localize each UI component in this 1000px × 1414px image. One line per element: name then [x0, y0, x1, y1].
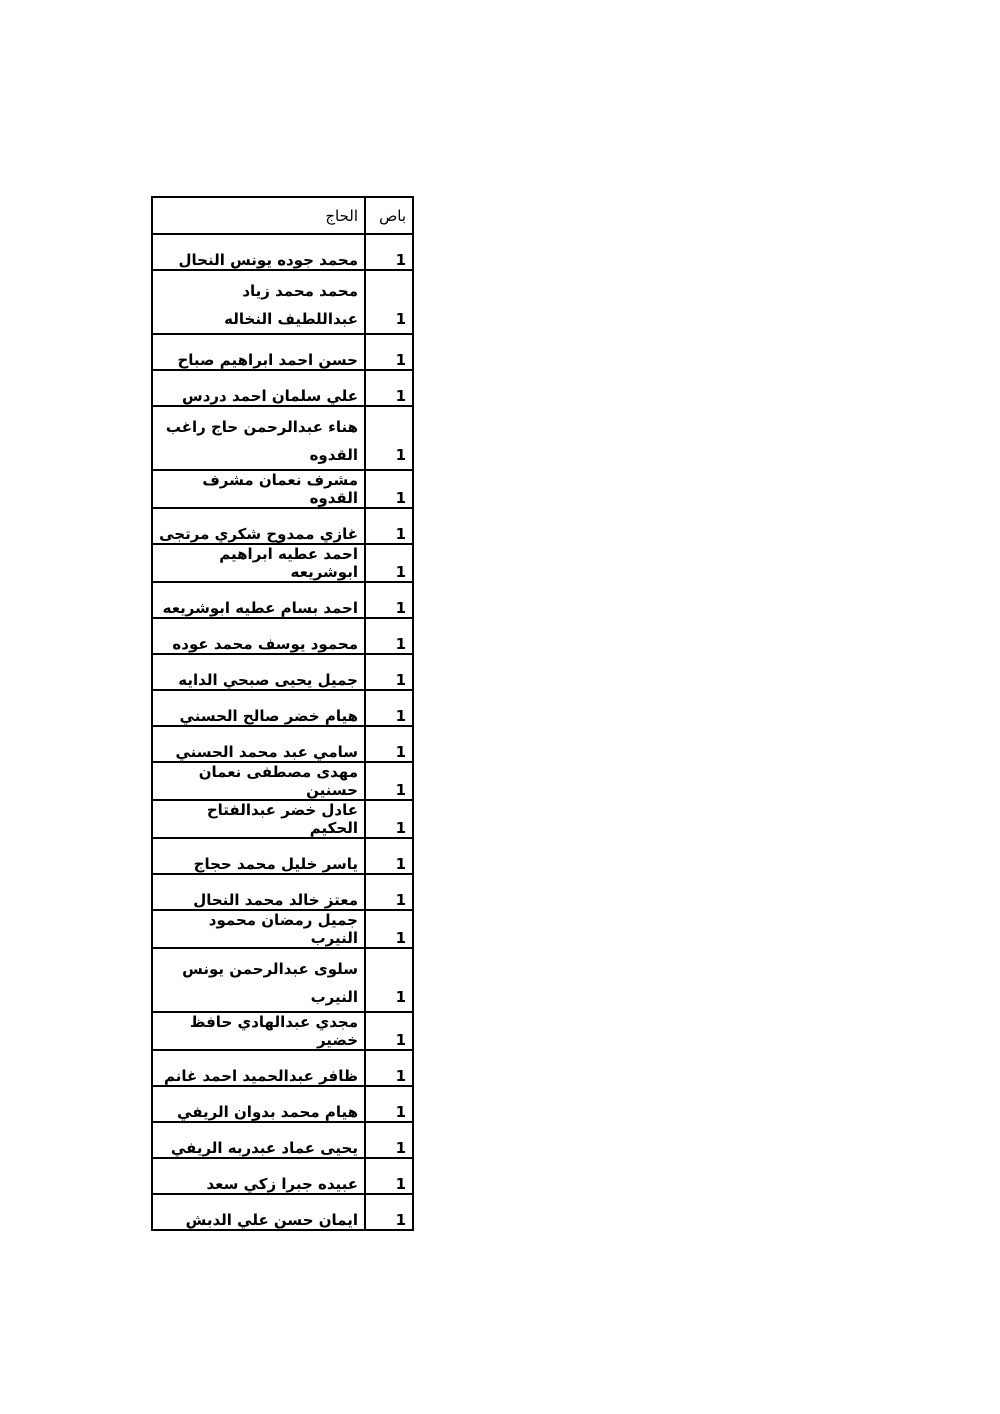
- bus-number-cell: 1: [365, 910, 413, 948]
- pilgrim-name-cell: احمد عطيه ابراهيم ابوشريعه: [152, 544, 365, 582]
- pilgrim-name-cell: محمد جوده يونس النحال: [152, 234, 365, 270]
- pilgrim-name-cell: معتز خالد محمد النحال: [152, 874, 365, 910]
- bus-number-cell: 1: [365, 654, 413, 690]
- pilgrim-name-cell: محمود يوسف محمد عوده: [152, 618, 365, 654]
- pilgrim-name-cell: عادل خضر عبدالفتاح الحكيم: [152, 800, 365, 838]
- bus-number-cell: 1: [365, 544, 413, 582]
- table-row: [152, 582, 413, 618]
- bus-number-cell: 1: [365, 370, 413, 406]
- pilgrim-name-cell: يحيى عماد عبدربه الريفي: [152, 1122, 365, 1158]
- pilgrim-name-cell: سلوى عبدالرحمن يونس النيرب: [152, 948, 365, 1012]
- bus-number-cell: 1: [365, 618, 413, 654]
- bus-number-cell: 1: [365, 762, 413, 800]
- table-row: [152, 1086, 413, 1122]
- pilgrim-name-cell: سامي عبد محمد الحسني: [152, 726, 365, 762]
- bus-number-cell: 1: [365, 508, 413, 544]
- pilgrim-name-cell: عبيده جبرا زكي سعد: [152, 1158, 365, 1194]
- pilgrim-name-cell: مجدي عبدالهادي حافظ خضير: [152, 1012, 365, 1050]
- pilgrim-name-cell: هناء عبدالرحمن حاج راغب القدوه: [152, 406, 365, 470]
- bus-number-cell: 1: [365, 690, 413, 726]
- bus-number-cell: 1: [365, 470, 413, 508]
- bus-number-cell: 1: [365, 406, 413, 470]
- bus-number-cell: 1: [365, 838, 413, 874]
- table-header-row: [152, 197, 413, 234]
- bus-number-cell: 1: [365, 1158, 413, 1194]
- pilgrim-name-cell: حسن احمد ابراهيم صباح: [152, 334, 365, 370]
- table-row: [152, 1122, 413, 1158]
- table-row: [152, 762, 413, 800]
- pilgrim-name-cell: ايمان حسن علي الدبش: [152, 1194, 365, 1230]
- table-row: [152, 618, 413, 654]
- bus-number-cell: 1: [365, 1122, 413, 1158]
- table-row: [152, 270, 413, 334]
- pilgrim-name-cell: احمد بسام عطيه ابوشريعه: [152, 582, 365, 618]
- table-row: [152, 1050, 413, 1086]
- pilgrim-name-cell: مهدى مصطفى نعمان حسنين: [152, 762, 365, 800]
- bus-number-cell: 1: [365, 1012, 413, 1050]
- bus-number-cell: 1: [365, 1050, 413, 1086]
- bus-number-cell: 1: [365, 270, 413, 334]
- table-row: [152, 874, 413, 910]
- bus-number-cell: 1: [365, 234, 413, 270]
- bus-number-cell: 1: [365, 800, 413, 838]
- table-row: [152, 544, 413, 582]
- table-row: [152, 654, 413, 690]
- pilgrim-name-cell: جميل يحيى صبحي الدايه: [152, 654, 365, 690]
- table-row: [152, 1158, 413, 1194]
- bus-number-cell: 1: [365, 582, 413, 618]
- table-row: [152, 470, 413, 508]
- bus-number-cell: 1: [365, 874, 413, 910]
- pilgrim-name-cell: محمد محمد زياد عبداللطيف النخاله: [152, 270, 365, 334]
- table-row: [152, 1194, 413, 1230]
- table-row: [152, 690, 413, 726]
- table-row: [152, 334, 413, 370]
- bus-number-cell: 1: [365, 334, 413, 370]
- table-row: [152, 406, 413, 470]
- table-row: [152, 948, 413, 1012]
- table-row: [152, 910, 413, 948]
- pilgrim-name-cell: ياسر خليل محمد حجاج: [152, 838, 365, 874]
- bus-number-cell: 1: [365, 726, 413, 762]
- pilgrim-name-cell: مشرف نعمان مشرف القدوه: [152, 470, 365, 508]
- table-row: [152, 370, 413, 406]
- table-row: [152, 726, 413, 762]
- pilgrim-name-cell: هيام خضر صالح الحسني: [152, 690, 365, 726]
- table-row: [152, 1012, 413, 1050]
- table-row: [152, 838, 413, 874]
- bus-column-header: باص: [365, 197, 413, 234]
- bus-number-cell: 1: [365, 1194, 413, 1230]
- bus-number-cell: 1: [365, 948, 413, 1012]
- pilgrim-name-cell: هيام محمد بدوان الريفي: [152, 1086, 365, 1122]
- pilgrims-table: [151, 196, 414, 1231]
- pilgrim-name-cell: غازي ممدوح شكري مرتجى: [152, 508, 365, 544]
- bus-number-cell: 1: [365, 1086, 413, 1122]
- table-row: [152, 800, 413, 838]
- name-column-header: الحاج: [152, 197, 365, 234]
- pilgrim-name-cell: جميل رمضان محمود النيرب: [152, 910, 365, 948]
- table-row: [152, 508, 413, 544]
- table-row: [152, 234, 413, 270]
- pilgrim-name-cell: ظافر عبدالحميد احمد غانم: [152, 1050, 365, 1086]
- pilgrim-name-cell: علي سلمان احمد دردس: [152, 370, 365, 406]
